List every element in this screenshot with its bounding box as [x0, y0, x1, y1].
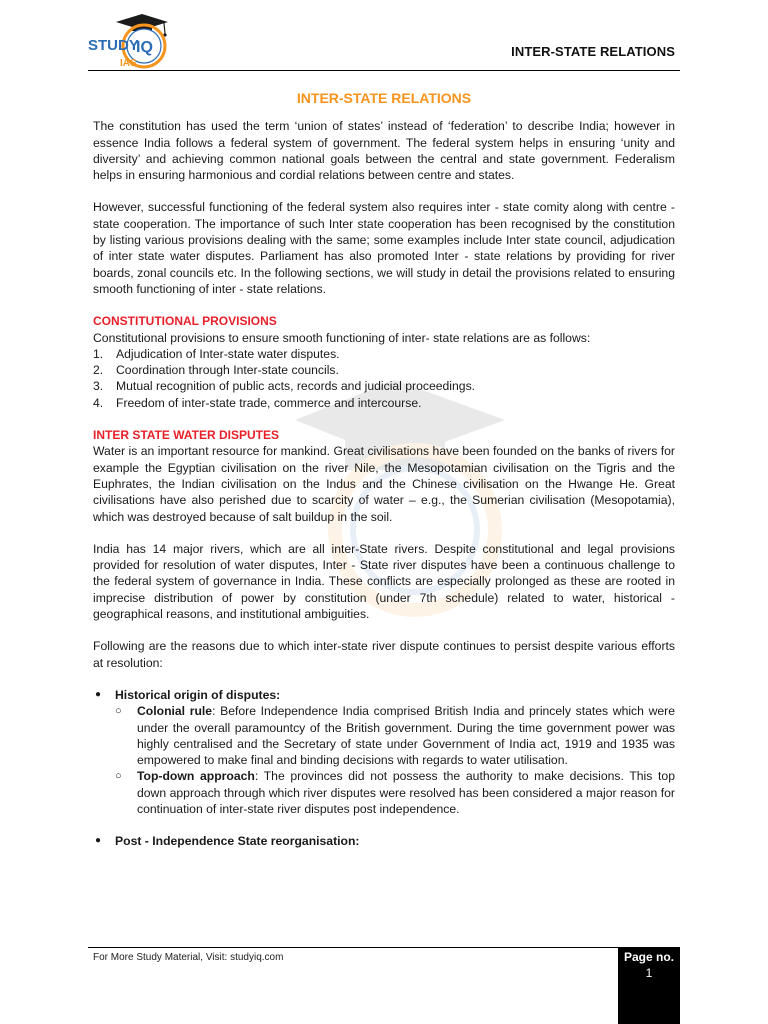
list-item-text: Freedom of inter-state trade, commerce and intercourse. [116, 395, 422, 410]
sub-item-term: Colonial rule [137, 704, 213, 719]
sub-list [115, 703, 675, 817]
circle-bullet-icon: ○ [115, 770, 122, 783]
section-heading-constitutional: CONSTITUTIONAL PROVISIONS [93, 314, 277, 329]
bullet-title: Post - Independence State reorganisation: [115, 834, 360, 849]
footer-divider [88, 947, 618, 948]
page-number-label: Page no. [623, 950, 674, 964]
list-item [93, 395, 675, 411]
list-number: 2. [93, 363, 104, 378]
bullet-dot-icon: ● [95, 835, 102, 847]
header-divider [88, 70, 680, 71]
water-paragraph: Following are the reasons due to which inter-state river dispute continues to persist despite various efforts at resolution: [93, 639, 675, 670]
list-number: 3. [93, 379, 104, 394]
list-item [93, 378, 675, 394]
logo-study: STUDY [88, 37, 139, 54]
list-item [93, 362, 675, 378]
list-item-text: Adjudication of Inter-state water disputes. [116, 346, 340, 361]
section-heading-water-disputes: INTER STATE WATER DISPUTES [93, 428, 280, 443]
intro-paragraph: The constitution has used the term ‘union of states’ instead of ‘federation’ to describe India; however in essence India follows a federal system of government. The federal system helps in ensuring ‘unity and diversity’ and achieving common national goals between the central and state government. Federalism helps in ensuring harmonious and cordial relations between centre and states. [93, 119, 675, 183]
logo-iq: IQ [136, 39, 153, 56]
list-item-text: Mutual recognition of public acts, records and judicial proceedings. [116, 379, 476, 394]
provisions-list [93, 346, 675, 411]
sub-item-text: : The provinces did not possess the authority to make decisions. This top down approach through which river disputes were resolved has been considered a major reason for continuation of inter-state river disputes post independence. [137, 769, 675, 816]
logo-ias: IAS [120, 58, 137, 69]
header-title: INTER-STATE RELATIONS [511, 44, 675, 59]
main-content [93, 88, 675, 850]
sub-item-term: Top-down approach [137, 769, 255, 784]
list-number: 4. [93, 395, 104, 410]
circle-bullet-icon: ○ [115, 705, 122, 718]
water-paragraph: Water is an important resource for mankind. Great civilisations have been founded on the banks of rivers for example the Egyptian civilisation on the river Nile, the Mesopotamian civilisation on the Tigris and the Euphrates, the Indian civilisation on the Indus and the Chinese civilisation on the Hwange He. Great civilisations have also perished due to scarcity of water – e.g., the Sumerian civilisation (Mesopotamia), which was destroyed because of salt buildup in the soil. [93, 444, 675, 524]
sub-item [115, 768, 675, 817]
list-item [93, 346, 675, 362]
footer-link-text: For More Study Material, Visit: studyiq.com [93, 952, 284, 963]
bullet-dot-icon: ● [95, 688, 102, 700]
list-number: 1. [93, 346, 104, 361]
bullet-item [93, 687, 675, 817]
sub-item-text: : Before Independence India comprised British India and princely states which were under the overall paramountcy of the British government. During the time government power was highly centralised and the Secretary of state under Government of India act, 1919 and 1935 was empowered to make final and binding decisions with regards to water utilisation. [137, 704, 675, 768]
constitutional-lead: Constitutional provisions to ensure smooth functioning of inter- state relations are as follows: [93, 330, 591, 345]
water-paragraph: India has 14 major rivers, which are all inter-State rivers. Despite constitutional and legal provisions provided for resolution of water disputes, Inter - State river disputes have been a continuous challenge to the federal system of governance in India. These conflicts are especially prolonged as these are rooted in imprecise distribution of power by constitution (under 7th schedule) related to water, historical - geographical reasons, and institutional ambiguities. [93, 541, 675, 622]
bullet-item [93, 833, 675, 849]
page-number-box [618, 947, 680, 1024]
bullet-title: Historical origin of disputes: [115, 687, 281, 702]
page-number: 1 [645, 966, 653, 980]
sub-item [115, 703, 675, 768]
studyiq-logo [86, 12, 178, 78]
intro-paragraph: However, successful functioning of the federal system also requires inter - state comity along with centre - state cooperation. The importance of such Inter state cooperation has been recognised by the constitution by listing various provisions dealing with the same; some examples include Inter state council, adjudication of inter state water disputes. Parliament has also promoted Inter - state relations by providing for river boards, zonal councils etc. In the following sections, we will study in detail the provisions related to ensuring smooth functioning of inter - state relations. [93, 200, 675, 296]
list-item-text: Coordination through Inter-state councils. [116, 363, 339, 378]
document-title: INTER-STATE RELATIONS [296, 90, 472, 106]
reasons-list [93, 687, 675, 850]
